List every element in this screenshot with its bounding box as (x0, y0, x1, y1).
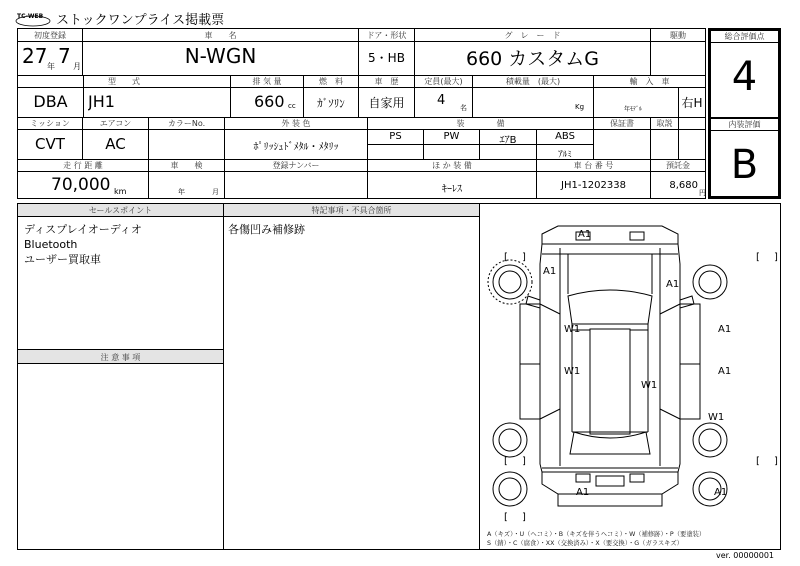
bracket-close: ] (522, 456, 526, 467)
mileage: 70,000 (51, 175, 111, 195)
sales-points (24, 222, 142, 267)
first-reg-year: 27 (22, 44, 48, 68)
label-chassis-no: 車 台 番 号 (573, 161, 614, 170)
label-mileage: 走 行 距 離 (63, 161, 103, 170)
label-exterior-color: 外 装 色 (281, 119, 311, 128)
label-grade: グ レ ー ド (504, 31, 561, 40)
label-manual: 取説 (656, 119, 673, 128)
mark-right-rear-door: A1 (718, 366, 732, 377)
grade: 660 カスタムG (465, 48, 600, 70)
bracket-open: [ (504, 512, 508, 523)
inspection-year-unit: 年 (178, 188, 185, 196)
interior-score: B (730, 142, 759, 188)
overall-score: 4 (731, 54, 758, 100)
label-equipment: 装 備 (456, 119, 505, 128)
label-car-name: 車 名 (204, 31, 237, 40)
bracket-open: [ (504, 252, 508, 263)
mileage-unit: km (114, 187, 127, 196)
note-item: 各傷凹み補修跡 (228, 223, 305, 236)
label-aircon: エアコン (99, 119, 132, 128)
door-shape: 5・HB (368, 51, 405, 65)
score-box (708, 28, 781, 199)
other-equipment: ｷｰﾚｽ (442, 184, 462, 195)
mark-hood: A1 (666, 279, 680, 290)
label-sales-point: セールスポイント (88, 206, 153, 215)
label-other-equipment: ほ か 装 備 (432, 161, 472, 170)
equipment-item: ｴｱB (499, 135, 517, 146)
info-table (17, 28, 706, 199)
bracket-close: ] (522, 252, 526, 263)
first-reg-month-unit: 月 (73, 62, 81, 71)
logo (14, 12, 52, 24)
displacement-unit: cc (288, 102, 296, 110)
equipment-item: ABS (555, 131, 575, 142)
bracket-open: [ (756, 456, 760, 467)
fuel: ｶﾞｿﾘﾝ (317, 97, 345, 110)
mark-rear-right: A1 (714, 487, 728, 498)
equipment-item: PS (389, 131, 402, 142)
label-notes: 特記事項・不具合箇所 (311, 206, 392, 215)
bracket-open: [ (756, 252, 760, 263)
car-damage-diagram (480, 204, 780, 549)
model-prefix: DBA (33, 92, 68, 111)
lower-panel (17, 203, 781, 550)
label-interior-score: 内装評価 (711, 119, 778, 131)
bracket-close: ] (522, 512, 526, 523)
deposit-unit: 円 (699, 189, 706, 197)
handle: 右H (681, 96, 703, 110)
mark-right-front-door: A1 (718, 324, 732, 335)
label-model: 型 式 (108, 77, 140, 86)
capacity: 4 (437, 93, 446, 108)
mission: CVT (35, 135, 65, 153)
deposit: 8,680 (669, 180, 698, 191)
label-fuel: 燃 料 (319, 77, 343, 86)
sales-point-item: ユーザー買取車 (24, 253, 101, 266)
version: ver. 00000001 (716, 551, 775, 560)
label-capacity: 定員(最大) (424, 77, 463, 86)
label-warranty: 保証書 (610, 119, 634, 128)
displacement: 660 (254, 92, 285, 111)
label-first-reg: 初度登録 (34, 31, 66, 40)
inspection-month-unit: 月 (212, 188, 219, 196)
label-usage: 車 歴 (374, 77, 399, 86)
label-cautions: 注 意 事 項 (100, 353, 141, 362)
bracket-close: ] (774, 456, 778, 467)
mark-rear-bumper: A1 (576, 487, 590, 498)
logo-text: TC-WEB (17, 13, 44, 20)
chassis-no: JH1-1202338 (561, 180, 626, 191)
sales-point-item: ディスプレイオーディオ (24, 223, 142, 236)
label-deposit: 預託金 (666, 161, 690, 170)
mark-roof: W1 (641, 380, 658, 391)
mark-left-front-door: W1 (564, 324, 581, 335)
notes-list (228, 222, 305, 237)
bracket-close: ] (774, 252, 778, 263)
first-reg-year-unit: 年 (47, 62, 55, 71)
label-import: 輸 入 車 (629, 77, 670, 86)
exterior-color: ﾎﾟﾘｯｼｭﾄﾞﾒﾀﾙ・ﾒﾀﾘｯ (253, 142, 339, 153)
usage: 自家用 (368, 96, 405, 110)
mark-front-bumper: A1 (578, 229, 592, 240)
import-model-year: 年ﾓﾃﾞﾙ (624, 106, 643, 113)
label-displacement: 排 気 量 (252, 77, 282, 86)
windshield-outline (568, 290, 652, 324)
label-door-shape: ドア・形状 (366, 31, 407, 40)
equipment-item: PW (443, 131, 460, 142)
legend-line-1: A（キズ）・U（ヘコミ）・B（キズを伴うヘコミ）・W（補修跡）・P（要塗装） (487, 531, 706, 538)
mark-right-quarter: W1 (708, 412, 725, 423)
front-bumper-outline (542, 226, 678, 244)
capacity-unit: 名 (460, 104, 467, 112)
label-mission: ミッション (30, 119, 70, 128)
equipment-item: ｱﾙﾐ (558, 150, 572, 160)
label-load: 積載量 (最大) (505, 77, 561, 86)
page-title: ストックワンプライス掲載票 (56, 13, 225, 28)
model: JH1 (88, 92, 115, 111)
label-overall-score: 総合評価点 (711, 31, 778, 43)
label-plate: 登録ナンバー (272, 161, 320, 170)
sales-point-item: Bluetooth (24, 238, 78, 251)
mark-front-right-fender: A1 (543, 266, 557, 277)
mark-left-rear-door: W1 (564, 366, 581, 377)
label-color-no: カラーNo. (167, 119, 206, 128)
label-drive: 駆動 (670, 31, 686, 40)
label-inspection: 車 検 (170, 161, 203, 170)
legend-line-2: S（錆）・C（腐食）・XX（交換済み）・X（要交換）・G（ガラスキズ） (487, 540, 683, 547)
aircon: AC (105, 135, 126, 153)
car-name: N-WGN (184, 44, 257, 68)
rear-bumper-outline (542, 472, 678, 494)
first-reg-month: 7 (58, 44, 71, 68)
rear-window-outline (570, 432, 650, 454)
load-unit: Kg (575, 103, 585, 111)
bracket-open: [ (504, 456, 508, 467)
